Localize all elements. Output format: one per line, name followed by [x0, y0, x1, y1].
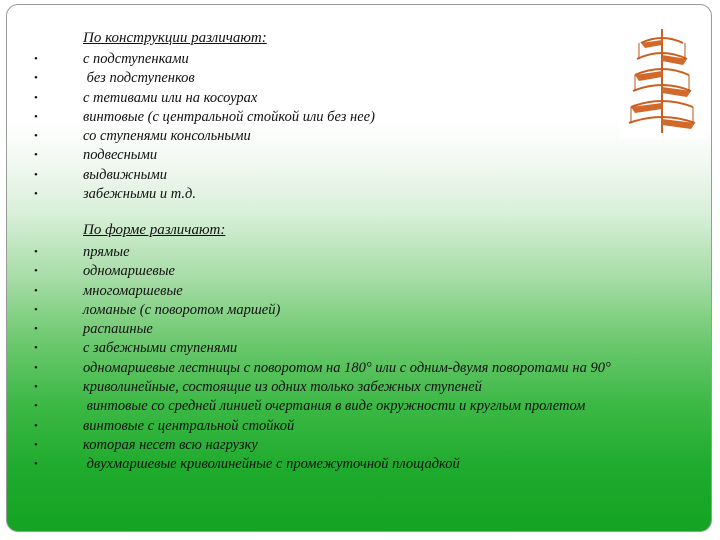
bullet: •	[34, 53, 38, 65]
list-item: • с забежными ступенями	[7, 339, 611, 358]
bullet: •	[34, 381, 38, 394]
bullet: •	[34, 323, 38, 336]
list-item: • распашные	[7, 320, 611, 339]
shape-list	[7, 243, 611, 475]
list-item: • без подступенков	[7, 69, 375, 88]
bullet: •	[34, 284, 38, 297]
bullet: •	[34, 303, 38, 316]
list-item: • винтовые со средней линией очертания в виде окружности и круглым пролетом	[7, 397, 611, 416]
list-item: • двухмаршевые криволинейные с промежуточной площадкой	[7, 455, 611, 474]
bullet: •	[34, 458, 38, 471]
list-item: • подвесными	[7, 146, 375, 165]
list-item: • одномаршевые	[7, 262, 611, 281]
list-item: • многомаршевые	[7, 282, 611, 301]
bullet: •	[34, 342, 38, 355]
construction-list	[7, 50, 375, 204]
list-item: • винтовые (с центральной стойкой или без нее)	[7, 108, 375, 127]
bullet: •	[34, 246, 38, 258]
list-item: • со ступенями консольными	[7, 127, 375, 146]
list-item: • криволинейные, состоящие из одних только забежных ступеней	[7, 378, 611, 397]
list-item: • прямые	[7, 243, 611, 262]
list-item: • с тетивами или на косоурах	[7, 89, 375, 108]
bullet: •	[34, 110, 38, 123]
bullet: •	[34, 361, 38, 374]
bullet: •	[34, 419, 38, 432]
bullet: •	[34, 438, 38, 451]
construction-heading: По конструкции различают:	[83, 30, 267, 46]
bullet: •	[34, 91, 38, 104]
list-item: • одномаршевые лестницы с поворотом на 180° или с одним-двумя поворотами на 90°	[7, 359, 611, 378]
list-item: • выдвижными	[7, 166, 375, 185]
bullet: •	[34, 168, 38, 181]
list-item: • которая несет всю нагрузку	[7, 436, 611, 455]
bullet: •	[34, 72, 38, 85]
bullet: •	[34, 149, 38, 162]
list-item: • ломаные (с поворотом маршей)	[7, 301, 611, 320]
bullet: •	[34, 188, 38, 201]
bullet: •	[34, 265, 38, 278]
list-item: • с подступенками	[7, 50, 375, 69]
bullet: •	[34, 400, 38, 413]
list-item: • винтовые с центральной стойкой	[7, 417, 611, 436]
spiral-staircase-icon	[619, 23, 705, 139]
list-item: • забежными и т.д.	[7, 185, 375, 204]
bullet: •	[34, 130, 38, 143]
slide	[6, 4, 712, 532]
shape-heading: По форме различают:	[83, 222, 226, 238]
